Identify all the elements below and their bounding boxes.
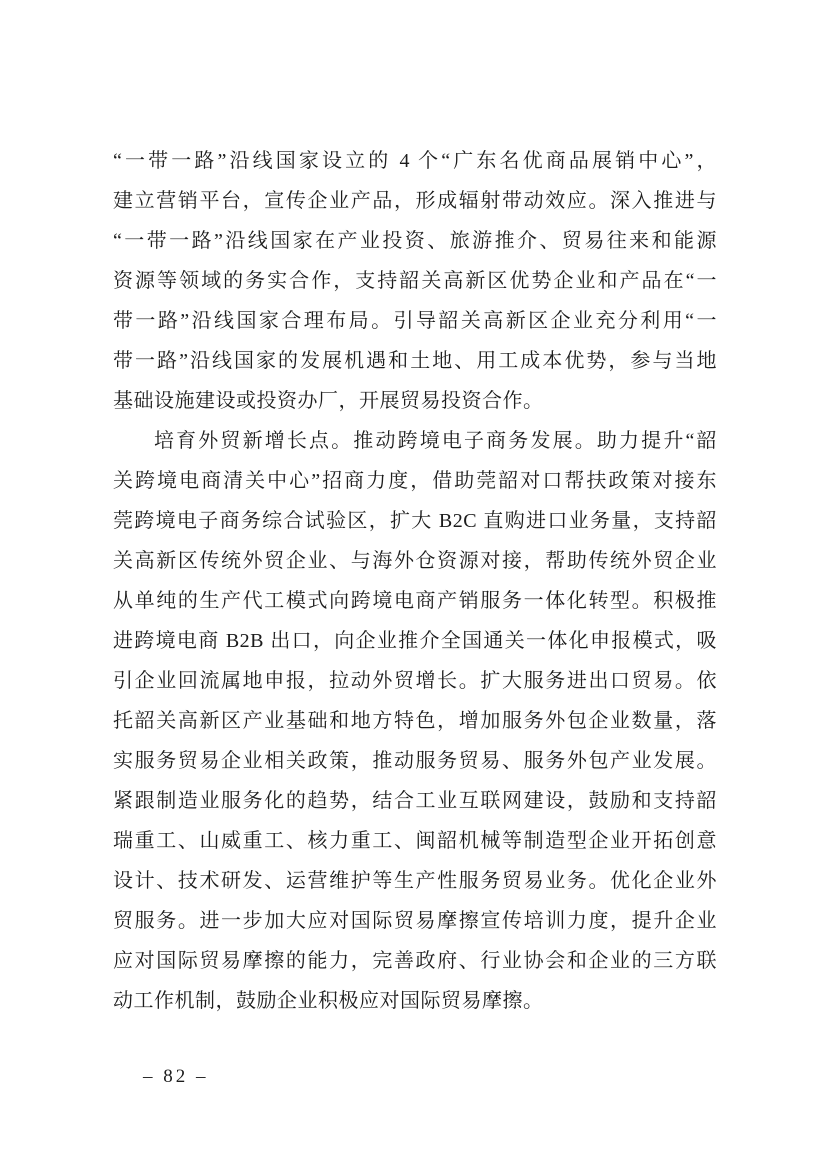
text-line: 关高新区传统外贸企业、与海外仓资源对接，帮助传统外贸企业 bbox=[113, 550, 717, 572]
text-line: 培育外贸新增长点。推动跨境电子商务发展。助力提升“韶 bbox=[154, 430, 717, 452]
text-line: 资源等领域的务实合作，支持韶关高新区优势企业和产品在“一 bbox=[113, 270, 717, 292]
text-line: 带一路”沿线国家的发展机遇和土地、用工成本优势，参与当地 bbox=[113, 350, 717, 372]
page-number: – 82 – bbox=[143, 1066, 209, 1087]
text-line: 进跨境电商 B2B 出口，向企业推介全国通关一体化申报模式，吸 bbox=[113, 630, 717, 652]
text-line: 实服务贸易企业相关政策，推动服务贸易、服务外包产业发展。 bbox=[113, 750, 717, 772]
text-line: 应对国际贸易摩擦的能力，完善政府、行业协会和企业的三方联 bbox=[113, 950, 717, 972]
paragraph-belt-road bbox=[113, 141, 717, 421]
text-line: 贸服务。进一步加大应对国际贸易摩擦宣传培训力度，提升企业 bbox=[113, 910, 717, 932]
text-line: “一带一路”沿线国家设立的 4 个“广东名优商品展销中心”， bbox=[113, 150, 717, 172]
text-line: 莞跨境电子商务综合试验区，扩大 B2C 直购进口业务量，支持韶 bbox=[113, 510, 717, 532]
text-line: 紧跟制造业服务化的趋势，结合工业互联网建设，鼓励和支持韶 bbox=[113, 790, 717, 812]
text-line: 动工作机制，鼓励企业积极应对国际贸易摩擦。 bbox=[113, 990, 544, 1012]
text-line: 基础设施建设或投资办厂，开展贸易投资合作。 bbox=[113, 390, 544, 412]
text-line: 瑞重工、山威重工、核力重工、闽韶机械等制造型企业开拓创意 bbox=[113, 830, 717, 852]
text-line: 从单纯的生产代工模式向跨境电商产销服务一体化转型。积极推 bbox=[113, 590, 717, 612]
body-text bbox=[113, 141, 717, 1021]
text-line: 设计、技术研发、运营维护等生产性服务贸易业务。优化企业外 bbox=[113, 870, 717, 892]
text-line: “一带一路”沿线国家在产业投资、旅游推介、贸易往来和能源 bbox=[113, 230, 717, 252]
text-line: 引企业回流属地申报，拉动外贸增长。扩大服务进出口贸易。依 bbox=[113, 670, 717, 692]
text-line: 关跨境电商清关中心”招商力度，借助莞韶对口帮扶政策对接东 bbox=[113, 470, 717, 492]
paragraph-foreign-trade bbox=[113, 421, 717, 1021]
text-line: 建立营销平台，宣传企业产品，形成辐射带动效应。深入推进与 bbox=[113, 190, 717, 212]
text-line: 托韶关高新区产业基础和地方特色，增加服务外包企业数量，落 bbox=[113, 710, 717, 732]
text-line: 带一路”沿线国家合理布局。引导韶关高新区企业充分利用“一 bbox=[113, 310, 717, 332]
